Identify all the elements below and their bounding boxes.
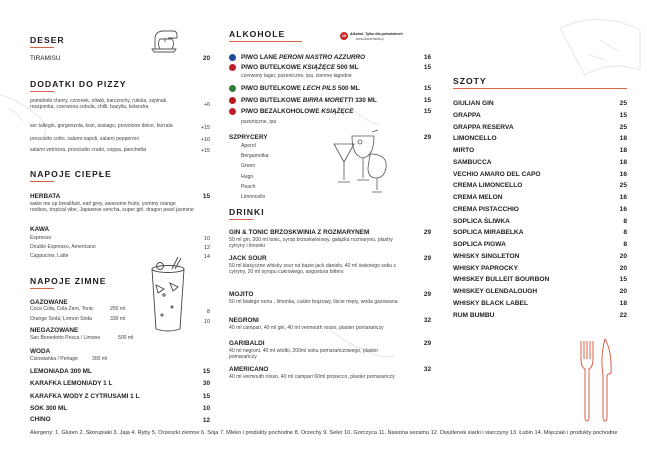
section-title-napoje-cieple: NAPOJE CIEPŁE <box>30 169 112 179</box>
shot-name: WHISKY PAPROCKY <box>453 264 518 272</box>
beer-brand: KSIĄŻĘCE <box>302 64 336 71</box>
beer-name-part: PIWO LANE <box>241 54 279 61</box>
stand-mixer-icon <box>146 25 182 55</box>
shot-name: SOPLICA MIRABELKA <box>453 229 524 237</box>
beer-brand: KSIĄŻĘCE <box>321 108 354 115</box>
topping-list: prosciutto cotto, salami napoli, salami pepperoni <box>30 136 139 142</box>
soda-price: 8 <box>207 309 210 315</box>
beer-price: 15 <box>423 85 431 92</box>
beer-price: 16 <box>423 54 431 61</box>
soda-size: 250 ml <box>110 306 126 312</box>
beer-name-part: PIWO BUTELKOWE <box>241 85 303 92</box>
beer-brand: LECH PILS <box>302 85 337 92</box>
drink-name: GIN & TONIC BRZOSKWINIA Z ROZMARYNEM <box>229 229 370 236</box>
drink-description: 40 ml campari, 40 ml gin, 40 ml vermouth rosso, plaster pomarańczy <box>229 325 384 331</box>
water-size: 500 ml <box>118 335 134 341</box>
shot-name: GRAPPA RESERVA <box>453 123 514 131</box>
drink-name: AMERICANO <box>229 366 269 373</box>
shot-name: WHISKY SINGLETON <box>453 252 520 260</box>
drink-description: 50 ml klasyczne whisky sour na bazie jack daniels, 40 ml świeżego soku z cytryny, 20 ml syropu cukrowego, angostura bitters <box>229 263 397 275</box>
beer-name <box>241 64 359 71</box>
drink-glass-icon <box>148 255 188 335</box>
beer-name <box>241 108 354 115</box>
shot-price: 25 <box>619 100 627 107</box>
menu-item-price: 12 <box>202 417 210 424</box>
beer-name-part: PIWO BEZALKOHOLOWE <box>241 108 322 115</box>
menu-item-name: CHINO <box>30 416 51 423</box>
shot-name: VECHIO AMARO DEL CAPO <box>453 170 541 178</box>
beer-brand: PERONI NASTRO AZZURRO <box>279 54 366 61</box>
drink-name: NEGRONI <box>229 317 259 324</box>
section-underline <box>30 47 54 48</box>
menu-item-name: SOK 300 ML <box>30 405 68 412</box>
shot-name: SOPLICA PIGWA <box>453 241 506 248</box>
menu-item-price: 15 <box>202 193 210 200</box>
shot-price: 8 <box>623 217 627 225</box>
menu-item-price: 30 <box>202 380 210 387</box>
shot-name: GIULIAN GIN <box>453 100 494 107</box>
menu-item-name: GAZOWANE <box>30 299 68 306</box>
shot-name: SAMBUCCA <box>453 158 492 166</box>
topping-price: +10 <box>200 137 210 143</box>
drink-price: 29 <box>423 255 431 262</box>
water-item: San Benedetto Pesca / Limone <box>30 335 101 341</box>
beer-brand-icon <box>229 97 236 104</box>
section-title-alkohole: ALKOHOLE <box>229 29 286 39</box>
beer-variants: czerwony lager, pszeniczne, ipa, ciemne łagodne <box>241 73 352 79</box>
beer-price: 15 <box>423 97 431 104</box>
menu-item-name: KAWA <box>30 226 50 233</box>
section-underline <box>453 88 627 89</box>
beer-name-part: PIWO BUTELKOWE <box>241 64 303 71</box>
coffee-item: Espresso <box>30 235 52 241</box>
topping-list: pomidorki cherry, czosnek, oliwki, karczochy, rukola, szpinak, roszponka, czerwona cebula, chilli, bazylia, kolendra <box>30 98 168 110</box>
shot-price: 16 <box>619 194 627 201</box>
beer-brand-icon <box>229 108 236 115</box>
shot-price: 15 <box>619 276 627 284</box>
coffee-price: 12 <box>204 245 210 251</box>
fork-and-knife-icon <box>576 337 616 423</box>
topping-list: salami vetricina, prosciutto crudo, coppa, panchetta <box>30 147 147 153</box>
menu-item-price: 10 <box>202 405 210 412</box>
menu-item-price: 15 <box>202 393 210 400</box>
topping-list: ser tallegio, gorgonzola, kozi, assiago, provolone dolce, burrata <box>30 123 173 129</box>
shot-name: GRAPPA <box>453 111 481 119</box>
beer-name <box>241 97 377 104</box>
menu-item-name: HERBATA <box>30 193 61 200</box>
age-18-badge: 18 <box>341 33 347 38</box>
section-title-drinki: DRINKI <box>229 207 265 217</box>
beer-name-part: PIWO BUTELKOWE <box>241 97 303 104</box>
menu-item-price: 29 <box>423 134 431 141</box>
spritz-flavor: Hugo <box>241 173 254 180</box>
topping-price: +6 <box>203 102 210 108</box>
section-underline <box>30 91 54 92</box>
drink-name: JACK SOUR <box>229 255 267 262</box>
menu-item-name: KARAFKA LEMONIADY 1 L <box>30 380 113 387</box>
drink-description: 40 ml negroni, 40 ml wódki, 200ml soku pomarańczowego, plaster pomarańczy <box>229 348 379 360</box>
section-title-dodatki: DODATKI DO PIZZY <box>30 79 127 89</box>
shot-price: 18 <box>619 147 627 154</box>
coffee-price: 10 <box>204 236 210 242</box>
tea-list: wake me up breakfast, earl grey, awesome fruits, yummy orange rooibos, tropical vibe, Japanese sencha, super girl, dragon pearl jasmine <box>30 201 194 213</box>
drink-price: 29 <box>423 291 431 298</box>
allergen-info: Alergeny: 1. Gluten 2. Skorupiaki 3. Jaja 4. Ryby 5. Orzeszki ziemne 6. Soja 7. Mleko i produkty pochodne 8. Orzechy 9. Seler 10. Gorczyca 11. Nasiona sezamu 12. Dwutlenek siarki i siarczyny 13. Łubin 14. Mięczaki i produkty pochodne <box>30 430 618 436</box>
shot-price: 20 <box>619 288 627 295</box>
water-item: Cisowianka / Perlage <box>30 356 78 362</box>
shot-price: 8 <box>623 241 627 248</box>
beer-variants: pszeniczne, ipa <box>241 119 277 125</box>
beer-size: 500 ML <box>336 85 360 92</box>
shot-price: 8 <box>623 229 627 237</box>
beer-name <box>241 85 360 92</box>
menu-item-name: SZPRYCERY <box>229 134 268 141</box>
shot-price: 20 <box>619 252 627 260</box>
shot-price: 22 <box>619 311 627 319</box>
menu-item-name: TIRAMISU <box>30 55 61 62</box>
section-underline <box>229 219 253 220</box>
shot-name: CREMA MELON <box>453 194 503 201</box>
shot-name: CREMA PISTACCHIO <box>453 205 519 213</box>
shot-price: 18 <box>619 158 627 166</box>
coffee-price: 14 <box>204 254 210 260</box>
section-title-napoje-zimne: NAPOJE ZIMNE <box>30 276 107 286</box>
age-warning-text: Alkohol. Tylko dla pełnoletnich <box>350 32 403 36</box>
beer-brand: BIRRA MORETTI <box>302 97 354 104</box>
beer-name <box>241 54 365 61</box>
drink-description: 50 ml białego rumu , limonka, cukier brązowy, liście mięty, woda gazowana <box>229 299 398 305</box>
menu-item-price: 20 <box>202 55 210 62</box>
topping-price: +15 <box>200 125 210 131</box>
spritz-flavor: Green <box>241 163 256 170</box>
shot-name: CREMA LIMONCELLO <box>453 182 523 190</box>
age-warning-url: www.dlaczemitak.pl <box>356 37 384 41</box>
drink-name: MOJITO <box>229 291 254 298</box>
menu-item-name: WODA <box>30 348 51 355</box>
section-title-deser: DESER <box>30 35 65 45</box>
water-size: 300 ml <box>92 356 108 362</box>
section-underline <box>30 181 54 182</box>
menu-item-price: 15 <box>202 368 210 375</box>
drink-price: 29 <box>423 229 431 236</box>
drink-price: 32 <box>423 366 431 373</box>
shot-price: 16 <box>619 170 627 178</box>
drink-name: GARIBALDI <box>229 340 265 347</box>
shot-price: 20 <box>619 264 627 272</box>
shot-name: WHISKY BLACK LABEL <box>453 299 528 307</box>
shot-price: 18 <box>619 299 627 307</box>
shot-name: MIRTO <box>453 147 475 154</box>
beer-size: 330 ML <box>353 97 377 104</box>
soda-item: Coca Cola, Cola Zero, Tonic <box>30 306 94 312</box>
cocktail-glasses-icon <box>330 128 390 198</box>
soda-size: 330 ml <box>110 316 126 322</box>
beer-size: 500 ML <box>335 64 359 71</box>
beer-price: 15 <box>423 108 431 115</box>
menu-item-name: LEMONIADA 300 ML <box>30 368 92 375</box>
menu-item-name: KARAFKA WODY Z CYTRUSAMI 1 L <box>30 393 140 400</box>
soda-item: Orange Soda, Lemon Soda <box>30 316 93 322</box>
soda-price: 10 <box>204 319 210 325</box>
spritz-flavor: Bergamotka <box>241 153 269 160</box>
beer-brand-icon <box>229 54 236 61</box>
section-underline <box>229 41 302 42</box>
shot-price: 25 <box>619 123 627 131</box>
beer-brand-icon <box>229 64 236 71</box>
shot-name: RUM BUMBU <box>453 311 495 319</box>
spritz-flavor: Limoncello <box>241 194 266 200</box>
drink-price: 29 <box>423 340 431 347</box>
shot-price: 25 <box>619 182 627 190</box>
beer-brand-icon <box>229 85 236 92</box>
drink-price: 32 <box>423 317 431 324</box>
drink-description: 40 ml vermouth rosso, 40 ml campari 60ml prosecco, plaster pomarańczy <box>229 374 395 380</box>
shot-price: 16 <box>619 205 627 213</box>
shot-name: WHISKEY GLENDALOUGH <box>453 288 538 295</box>
shot-name: WHISKEY BULLEIT BOURBON <box>453 276 550 284</box>
beer-price: 15 <box>423 64 431 71</box>
spritz-flavor: Aperol <box>241 143 256 149</box>
topping-price: +15 <box>200 148 210 154</box>
section-title-szoty: SZOTY <box>453 76 487 86</box>
shot-name: SOPLICA ŚLIWKA <box>453 217 510 225</box>
coffee-item: Double Espresso, Americano <box>30 244 96 250</box>
shot-price: 15 <box>619 111 627 119</box>
coffee-item: Cappucino, Latte <box>30 253 69 259</box>
shot-price: 18 <box>619 135 627 143</box>
shot-name: LIMONCELLO <box>453 135 497 143</box>
menu-item-name: NIEGAZOWANE <box>30 327 79 334</box>
section-underline <box>30 288 54 289</box>
drink-description: 50 ml gin, 200 ml tonic, syrop brzoskwiniowy, gałązka rozmarynu, plastry cytryny i limonki <box>229 237 393 249</box>
spritz-flavor: Peach <box>241 183 256 190</box>
